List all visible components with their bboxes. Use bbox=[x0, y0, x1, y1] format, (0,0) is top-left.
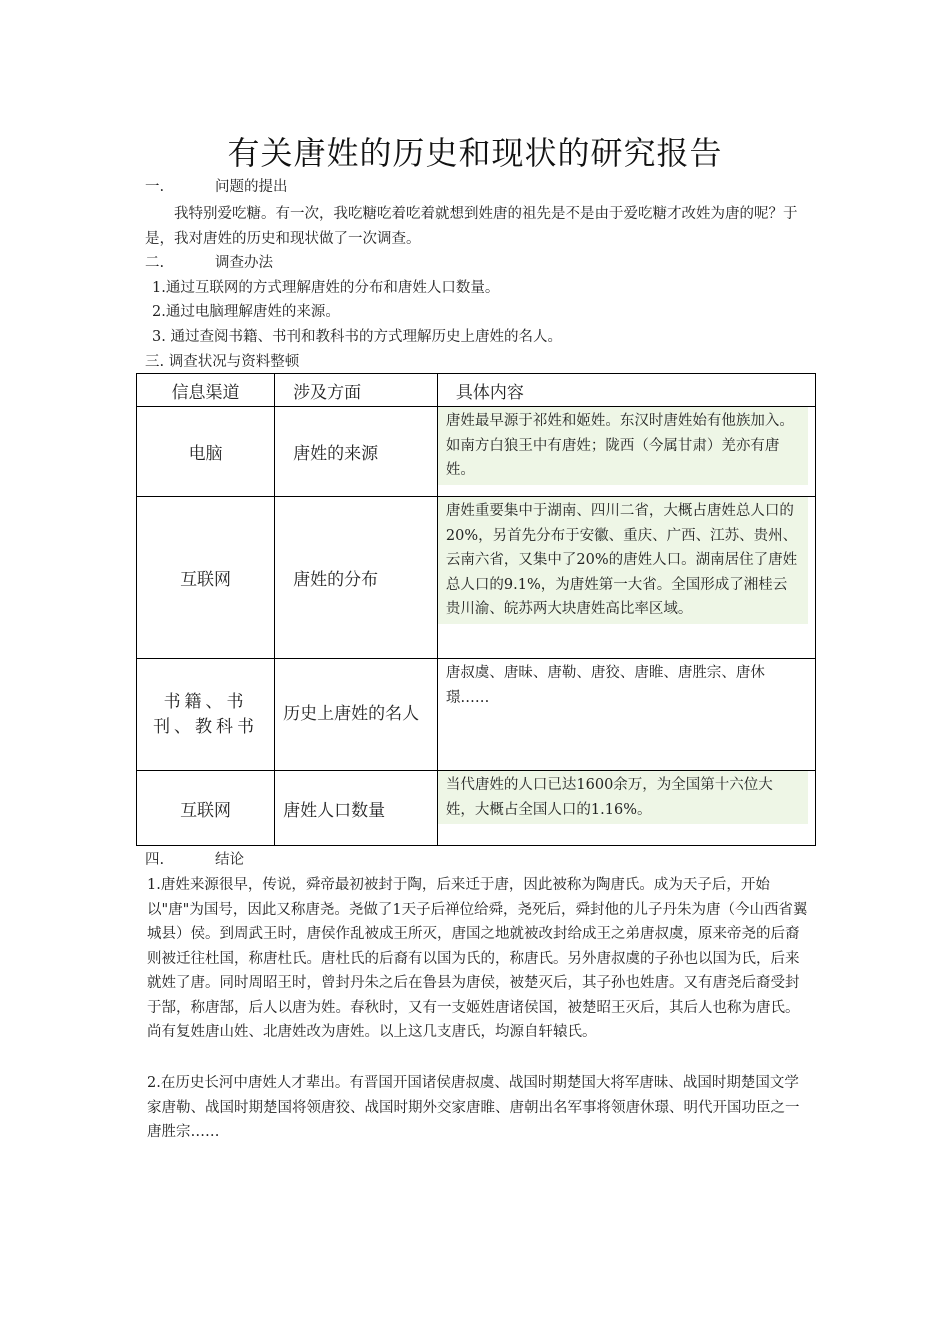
row-1-channel: 电脑 bbox=[137, 407, 275, 497]
table-header-row bbox=[137, 374, 816, 407]
header-content: 具体内容 bbox=[437, 374, 815, 407]
header-channel: 信息渠道 bbox=[137, 374, 275, 407]
row-2-channel: 互联网 bbox=[137, 497, 275, 659]
section-1-number: 一. bbox=[145, 179, 165, 195]
section-1-paragraph: 我特别爱吃糖。有一次，我吃糖吃着吃着就想到姓唐的祖先是不是由于爱吃糖才改姓为唐的呢？于是，我对唐姓的历史和现状做了一次调查。 bbox=[145, 206, 798, 247]
table-row bbox=[137, 659, 816, 771]
section-2-title: 调查办法 bbox=[215, 255, 273, 271]
section-4-heading bbox=[145, 848, 810, 872]
row-4-channel: 互联网 bbox=[137, 771, 275, 846]
header-aspect: 涉及方面 bbox=[275, 374, 438, 407]
section-1-heading bbox=[145, 175, 810, 199]
section-4-title: 结论 bbox=[215, 852, 244, 868]
row-3-content: 唐叔虞、唐昧、唐勒、唐狡、唐睢、唐胜宗、唐休璟…… bbox=[445, 665, 765, 706]
section-2-number: 二. bbox=[145, 255, 165, 271]
row-4-aspect: 唐姓人口数量 bbox=[275, 771, 438, 846]
section-4-number: 四. bbox=[145, 852, 165, 868]
row-2-aspect: 唐姓的分布 bbox=[275, 497, 438, 659]
method-item-2: 2.通过电脑理解唐姓的来源。 bbox=[152, 304, 340, 320]
section-2-heading bbox=[145, 251, 810, 275]
conclusion-paragraph-2: 2.在历史长河中唐姓人才辈出。有晋国开国诸侯唐叔虞、战国时期楚国大将军唐昧、战国时期楚国文学家唐勒、战国时期楚国将领唐狡、战国时期外交家唐睢、唐朝出名军事将领唐休璟、明代开国功臣之一唐胜宗…… bbox=[147, 1075, 800, 1140]
row-3-aspect: 历史上唐姓的名人 bbox=[275, 659, 438, 771]
conclusion-paragraph-1: 1.唐姓来源很早，传说，舜帝最初被封于陶，后来迁于唐，因此被称为陶唐氏。成为天子后，开始以"唐"为国号，因此又称唐尧。尧做了1天子后禅位给舜，尧死后，舜封他的儿子丹朱为唐（今山西省翼城县）侯。到周武王时，唐侯作乱被成王所灭，唐国之地就被改封给成王之弟唐叔虞，原来帝尧的后裔则被迁往杜国，称唐杜氏。唐杜氏的后裔有以国为氏的，称唐氏。另外唐叔虞的子孙也以国为氏，后来就姓了唐。同时周昭王时，曾封丹朱之后在鲁县为唐侯，被楚灭后，其子孙也姓唐。又有唐尧后裔受封于郜，称唐郜，后人以唐为姓。春秋时，又有一支姬姓唐诸侯国，被楚昭王灭后，其后人也称为唐氏。尚有复姓唐山姓、北唐姓改为唐姓。以上这几支唐氏，均源自轩辕氏。 bbox=[147, 877, 808, 1040]
table-row bbox=[137, 497, 816, 659]
document-title: 有关唐姓的历史和现状的研究报告 bbox=[227, 134, 723, 172]
row-1-content: 唐姓最早源于祁姓和姬姓。东汉时唐姓始有他族加入。如南方白狼王中有唐姓；陇西（今属甘肃）羌亦有唐姓。 bbox=[438, 407, 808, 485]
method-item-3: 3. 通过查阅书籍、书刊和教科书的方式理解历史上唐姓的名人。 bbox=[152, 329, 562, 345]
row-3-channel: 书籍、书刊、教科书 bbox=[137, 659, 275, 771]
table-row bbox=[137, 771, 816, 846]
section-1-title: 问题的提出 bbox=[215, 179, 288, 195]
survey-table bbox=[136, 373, 816, 846]
row-2-content: 唐姓重要集中于湖南、四川二省，大概占唐姓总人口的20%，另首先分布于安徽、重庆、广西、江苏、贵州、云南六省，又集中了20%的唐姓人口。湖南居住了唐姓总人口的9.1%，为唐姓第一大省。全国形成了湘桂云贵川渝、皖苏两大块唐姓高比率区域。 bbox=[438, 497, 808, 624]
row-4-content: 当代唐姓的人口已达1600余万，为全国第十六位大姓，大概占全国人口的1.16%。 bbox=[438, 771, 808, 824]
method-item-1: 1.通过互联网的方式理解唐姓的分布和唐姓人口数量。 bbox=[152, 280, 500, 296]
row-1-aspect: 唐姓的来源 bbox=[275, 407, 438, 497]
section-3-heading: 三. 调查状况与资料整顿 bbox=[145, 354, 300, 370]
table-row bbox=[137, 407, 816, 497]
